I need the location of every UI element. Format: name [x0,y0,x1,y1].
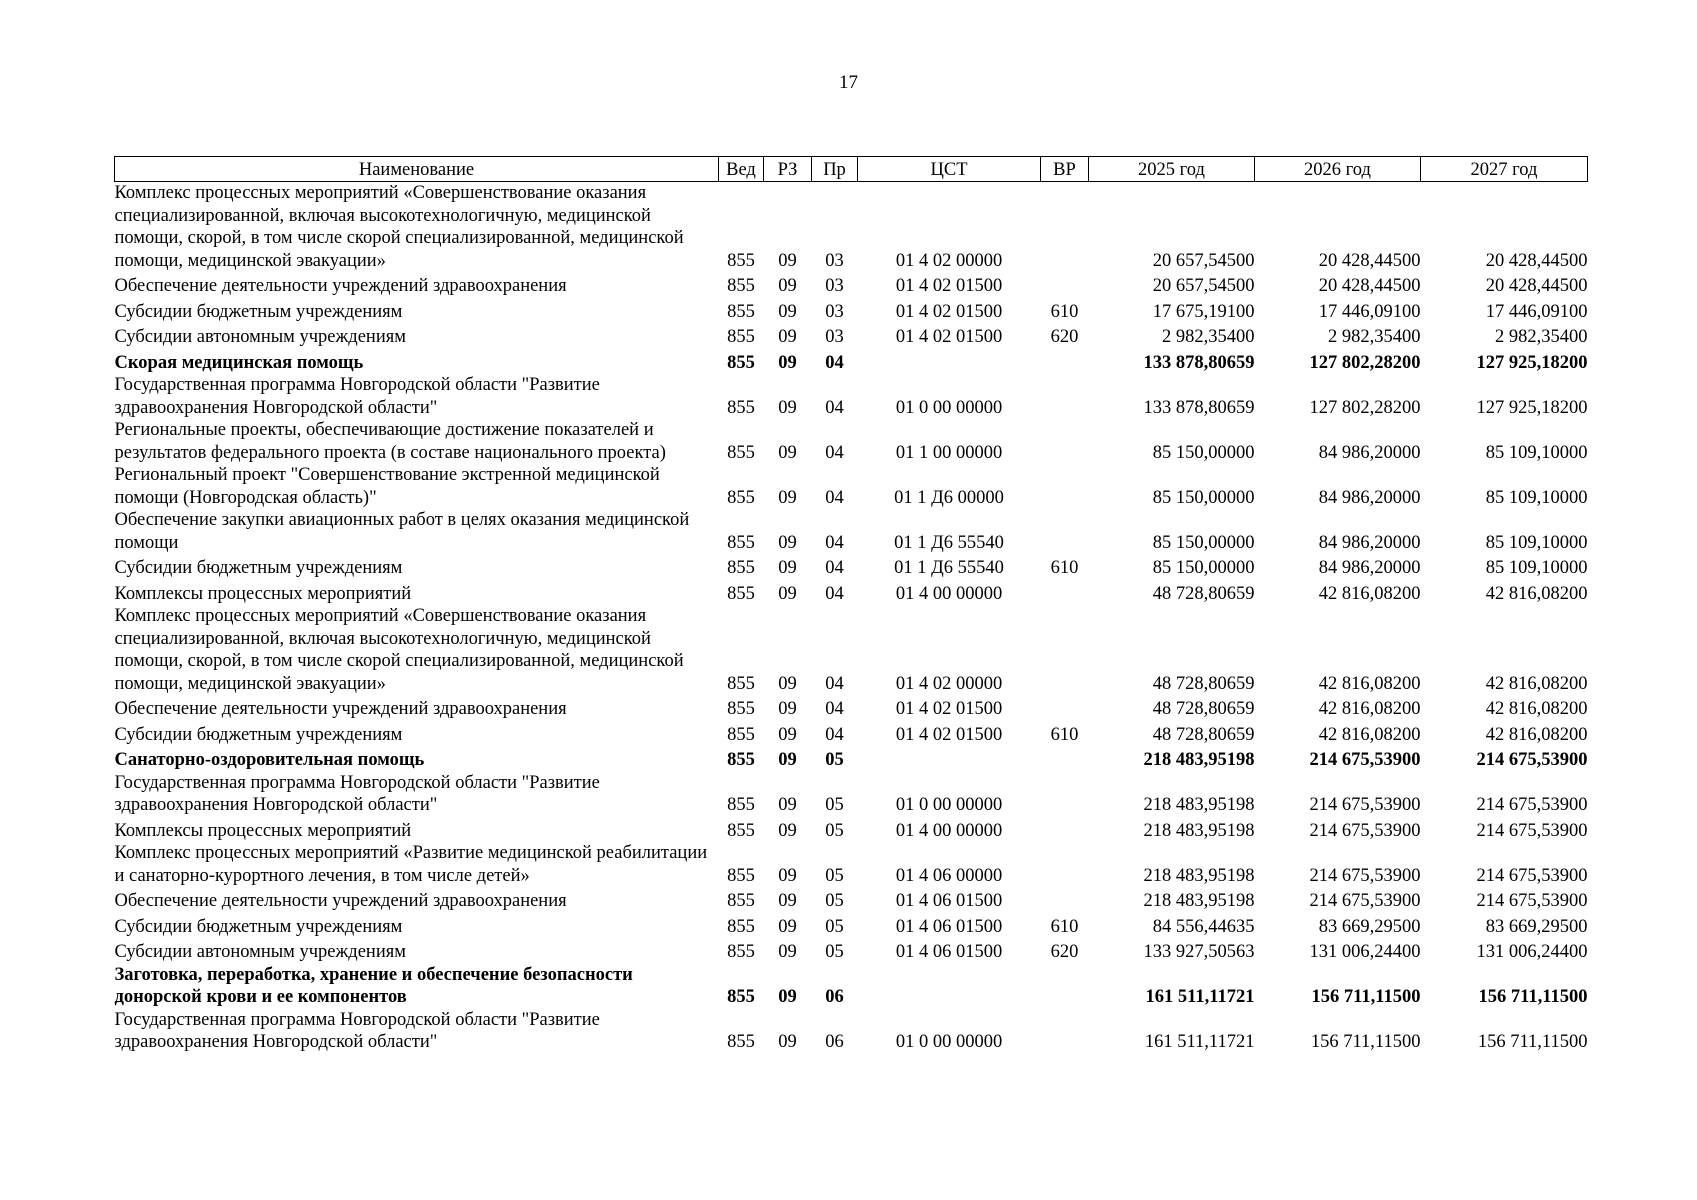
row-value-2025: 218 483,95198 [1143,750,1255,770]
table-row [115,695,1588,721]
row-vr [1041,580,1089,606]
row-value-2025: 133 878,80659 [1143,352,1255,373]
row-value-2027: 214 675,53900 [1476,795,1588,815]
row-value-2026: 42 816,08200 [1318,724,1421,745]
row-name: Обеспечение деятельности учреждений здравоохранения [114,276,567,296]
row-value-2026: 20 428,44500 [1318,250,1421,271]
row-cst: 01 4 06 01500 [895,891,1003,911]
row-rz: 09 [778,487,797,508]
row-vr [1041,746,1089,772]
row-value-2025: 161 511,11721 [1144,1032,1255,1052]
row-cst: 01 0 00 00000 [895,1032,1003,1052]
row-value-2026: 127 802,28200 [1309,352,1421,373]
table-row [115,842,1588,887]
row-ved: 855 [727,301,755,322]
table-row [115,1009,1588,1054]
row-pr: 04 [825,397,844,418]
row-vr [1041,509,1089,554]
row-pr: 05 [825,891,844,911]
row-value-2027: 85 109,10000 [1485,532,1588,553]
row-ved: 855 [727,532,755,553]
row-rz: 09 [778,942,797,962]
row-ved: 855 [727,442,755,463]
row-name: Государственная программа Новгородской области "Развитие здравоохранения Новгородской области" [114,772,600,815]
row-cst: 01 4 06 01500 [895,916,1003,937]
row-pr: 04 [825,583,844,604]
table-row [115,580,1588,606]
row-ved: 855 [727,558,755,578]
row-rz: 09 [778,250,797,271]
row-name: Комплексы процессных мероприятий [114,820,412,841]
row-pr: 04 [825,724,844,745]
row-name: Обеспечение деятельности учреждений здравоохранения [114,699,567,719]
row-value-2026: 42 816,08200 [1318,673,1421,694]
row-value-2027: 127 925,18200 [1476,397,1588,418]
header-2025: 2025 год [1089,157,1255,182]
row-cst [858,349,1041,375]
row-pr: 06 [825,1032,844,1052]
row-ved: 855 [727,916,755,937]
row-cst: 01 0 00 00000 [895,397,1003,418]
row-value-2026: 214 675,53900 [1309,865,1421,886]
row-rz: 09 [778,916,797,937]
row-ved: 855 [727,276,755,296]
row-value-2027: 131 006,24400 [1476,942,1588,962]
row-cst: 01 4 00 00000 [895,583,1003,604]
row-pr: 05 [825,916,844,937]
row-cst: 01 4 02 01500 [895,301,1003,322]
row-value-2027: 85 109,10000 [1485,487,1588,508]
row-value-2025: 218 483,95198 [1143,795,1255,815]
row-value-2025: 48 728,80659 [1152,724,1255,745]
row-ved: 855 [727,583,755,604]
row-rz: 09 [778,532,797,553]
row-pr: 04 [825,487,844,508]
row-value-2027: 85 109,10000 [1485,442,1588,463]
row-value-2027: 42 816,08200 [1485,673,1588,694]
row-value-2027: 20 428,44500 [1485,250,1588,271]
row-value-2027: 42 816,08200 [1485,724,1588,745]
header-pr: Пр [812,157,858,182]
row-name: Комплекс процессных мероприятий «Совершенствование оказания специализированной, включая высокотехнологичную, медицинской помощи, скорой, в том числе скорой специализированной, медицинской помощи, медицинской эвакуации» [114,606,684,694]
row-cst: 01 4 06 00000 [895,865,1003,886]
row-value-2026: 83 669,29500 [1318,916,1421,937]
row-rz: 09 [778,673,797,694]
row-ved: 855 [727,352,755,373]
row-value-2027: 214 675,53900 [1476,865,1588,886]
table-body [115,182,1588,1054]
row-rz: 09 [778,865,797,886]
table-row [115,772,1588,817]
row-value-2026: 2 982,35400 [1328,327,1421,347]
row-name: Государственная программа Новгородской области "Развитие здравоохранения Новгородской области" [114,1009,600,1052]
row-cst: 01 4 00 00000 [895,820,1003,841]
row-rz: 09 [778,442,797,463]
row-ved: 855 [727,942,755,962]
row-ved: 855 [727,865,755,886]
row-value-2026: 17 446,09100 [1318,301,1421,322]
table-row [115,464,1588,509]
table-row [115,509,1588,554]
table-row [115,374,1588,419]
row-value-2027: 42 816,08200 [1485,699,1588,719]
row-cst: 01 4 02 01500 [895,276,1003,296]
table-row [115,182,1588,273]
row-name: Региональный проект "Совершенствование экстренной медицинской помощи (Новгородская область)" [114,465,660,508]
row-vr [1041,182,1089,273]
row-value-2027: 83 669,29500 [1485,916,1588,937]
row-cst: 01 1 Д6 55540 [894,558,1004,578]
row-rz: 09 [778,750,797,770]
row-rz: 09 [778,327,797,347]
header-ved: Вед [719,157,764,182]
row-value-2025: 20 657,54500 [1152,276,1255,296]
row-value-2027: 85 109,10000 [1485,558,1588,578]
row-value-2027: 127 925,18200 [1476,352,1588,373]
row-pr: 05 [825,865,844,886]
row-cst: 01 1 00 00000 [895,442,1003,463]
row-vr [1041,374,1089,419]
header-2026: 2026 год [1255,157,1421,182]
row-cst: 01 4 02 00000 [895,673,1003,694]
row-value-2026: 156 711,11500 [1311,987,1421,1007]
row-rz: 09 [778,891,797,911]
row-ved: 855 [727,795,755,815]
row-vr [1041,464,1089,509]
row-pr: 04 [825,352,844,373]
row-name: Государственная программа Новгородской области "Развитие здравоохранения Новгородской области" [114,375,600,418]
row-pr: 04 [825,442,844,463]
row-vr [1041,887,1089,913]
row-ved: 855 [727,327,755,347]
row-vr: 610 [1050,301,1079,322]
row-vr [1041,1009,1089,1054]
row-pr: 05 [825,795,844,815]
row-rz: 09 [778,276,797,296]
row-value-2025: 218 483,95198 [1143,820,1255,841]
row-ved: 855 [727,699,755,719]
row-value-2026: 214 675,53900 [1309,820,1421,841]
row-vr: 610 [1050,724,1079,745]
row-vr [1041,817,1089,843]
row-pr: 04 [825,699,844,719]
row-name: Комплексы процессных мероприятий [114,583,412,604]
row-name: Комплекс процессных мероприятий «Совершенствование оказания специализированной, включая высокотехнологичную, медицинской помощи, скорой, в том числе скорой специализированной, медицинской помощи, медицинской эвакуации» [114,183,684,271]
row-value-2027: 17 446,09100 [1485,301,1588,322]
table-row [115,419,1588,464]
row-ved: 855 [727,724,755,745]
row-value-2026: 131 006,24400 [1309,942,1421,962]
row-cst [858,964,1041,1009]
row-value-2025: 84 556,44635 [1152,916,1255,937]
row-rz: 09 [778,820,797,841]
page-number: 17 [839,72,858,93]
row-value-2026: 42 816,08200 [1318,583,1421,604]
table-row [115,298,1588,324]
header-name: Наименование [115,157,719,182]
row-rz: 09 [778,301,797,322]
row-name: Субсидии бюджетным учреждениям [114,916,403,937]
row-vr: 610 [1050,916,1079,937]
row-name: Скорая медицинская помощь [114,352,364,373]
row-value-2026: 84 986,20000 [1318,558,1421,578]
row-vr [1041,272,1089,298]
row-rz: 09 [778,583,797,604]
row-value-2025: 218 483,95198 [1143,865,1255,886]
row-vr: 610 [1050,558,1079,578]
row-cst: 01 0 00 00000 [895,795,1003,815]
table-row [115,913,1588,939]
table-row [115,964,1588,1009]
row-pr: 03 [825,250,844,271]
header-rz: РЗ [764,157,812,182]
header-cst: ЦСТ [858,157,1041,182]
row-value-2027: 214 675,53900 [1476,820,1588,841]
row-pr: 05 [825,820,844,841]
row-pr: 05 [825,750,844,770]
row-name: Обеспечение закупки авиационных работ в целях оказания медицинской помощи [114,510,690,553]
row-value-2025: 85 150,00000 [1152,487,1255,508]
row-name: Субсидии бюджетным учреждениям [114,301,403,322]
row-pr: 03 [825,301,844,322]
row-value-2027: 156 711,11500 [1477,1032,1588,1052]
row-ved: 855 [727,397,755,418]
row-cst: 01 4 02 01500 [895,327,1003,347]
row-cst: 01 1 Д6 55540 [894,532,1004,553]
row-ved: 855 [727,750,755,770]
row-name: Заготовка, переработка, хранение и обеспечение безопасности донорской крови и ее компонентов [114,964,633,1007]
row-pr: 06 [825,987,844,1007]
row-value-2025: 133 927,50563 [1143,942,1255,962]
row-rz: 09 [778,352,797,373]
row-ved: 855 [727,487,755,508]
row-value-2027: 156 711,11500 [1478,987,1588,1007]
row-vr [1041,349,1089,375]
row-value-2025: 17 675,19100 [1152,301,1255,322]
row-value-2027: 214 675,53900 [1476,750,1588,770]
row-cst: 01 4 06 01500 [895,942,1003,962]
row-value-2027: 20 428,44500 [1485,276,1588,296]
table-header [115,157,1588,182]
row-ved: 855 [727,987,755,1007]
row-vr: 620 [1050,327,1079,347]
row-value-2026: 214 675,53900 [1309,750,1421,770]
row-name: Санаторно-оздоровительная помощь [114,750,425,770]
table-row [115,887,1588,913]
row-value-2025: 85 150,00000 [1152,442,1255,463]
row-value-2027: 42 816,08200 [1485,583,1588,604]
row-vr [1041,842,1089,887]
row-rz: 09 [778,987,797,1007]
row-value-2026: 156 711,11500 [1310,1032,1421,1052]
table-row [115,272,1588,298]
row-name: Комплекс процессных мероприятий «Развитие медицинской реабилитации и санаторно-курортного лечения, в том числе детей» [114,843,708,886]
row-ved: 855 [727,891,755,911]
row-value-2025: 20 657,54500 [1152,250,1255,271]
row-name: Региональные проекты, обеспечивающие достижение показателей и результатов федерального проекта (в составе национального проекта) [114,420,666,463]
budget-table [114,156,1588,1054]
table-row [115,323,1588,349]
row-value-2027: 214 675,53900 [1476,891,1588,911]
row-value-2025: 161 511,11721 [1145,987,1255,1007]
row-cst: 01 4 02 01500 [895,699,1003,719]
row-value-2025: 218 483,95198 [1143,891,1255,911]
row-vr [1041,695,1089,721]
table-row [115,554,1588,580]
row-rz: 09 [778,558,797,578]
row-ved: 855 [727,250,755,271]
row-rz: 09 [778,699,797,719]
table-row [115,938,1588,964]
row-pr: 05 [825,942,844,962]
table-row [115,721,1588,747]
row-name: Субсидии бюджетным учреждениям [114,558,403,578]
row-value-2025: 2 982,35400 [1162,327,1255,347]
row-cst: 01 4 02 00000 [895,250,1003,271]
row-name: Субсидии автономным учреждениям [114,327,406,347]
row-name: Обеспечение деятельности учреждений здравоохранения [114,891,567,911]
row-name: Субсидии автономным учреждениям [114,942,406,962]
row-rz: 09 [778,1032,797,1052]
row-rz: 09 [778,724,797,745]
row-value-2026: 84 986,20000 [1318,532,1421,553]
row-value-2027: 2 982,35400 [1495,327,1588,347]
row-cst [858,746,1041,772]
row-value-2025: 48 728,80659 [1152,583,1255,604]
table-row [115,746,1588,772]
row-value-2025: 85 150,00000 [1152,532,1255,553]
row-value-2025: 85 150,00000 [1152,558,1255,578]
row-ved: 855 [727,673,755,694]
table-row [115,349,1588,375]
row-value-2025: 48 728,80659 [1152,673,1255,694]
row-ved: 855 [727,820,755,841]
row-vr [1041,419,1089,464]
row-cst: 01 4 02 01500 [895,724,1003,745]
row-vr: 620 [1050,942,1079,962]
row-pr: 04 [825,558,844,578]
table-row [115,605,1588,695]
row-pr: 04 [825,673,844,694]
row-value-2026: 84 986,20000 [1318,487,1421,508]
row-cst: 01 1 Д6 00000 [894,487,1004,508]
table-row [115,817,1588,843]
row-rz: 09 [778,795,797,815]
row-value-2026: 127 802,28200 [1309,397,1421,418]
row-value-2026: 84 986,20000 [1318,442,1421,463]
row-value-2026: 42 816,08200 [1318,699,1421,719]
row-vr [1041,605,1089,695]
header-2027: 2027 год [1421,157,1588,182]
row-value-2026: 214 675,53900 [1309,891,1421,911]
row-name: Субсидии бюджетным учреждениям [114,724,403,745]
row-pr: 03 [825,276,844,296]
row-vr [1041,772,1089,817]
row-value-2025: 48 728,80659 [1152,699,1255,719]
row-pr: 04 [825,532,844,553]
row-value-2025: 133 878,80659 [1143,397,1255,418]
row-vr [1041,964,1089,1009]
row-value-2026: 20 428,44500 [1318,276,1421,296]
row-value-2026: 214 675,53900 [1309,795,1421,815]
header-vr: ВР [1041,157,1089,182]
row-rz: 09 [778,397,797,418]
row-ved: 855 [727,1032,755,1052]
row-pr: 03 [825,327,844,347]
